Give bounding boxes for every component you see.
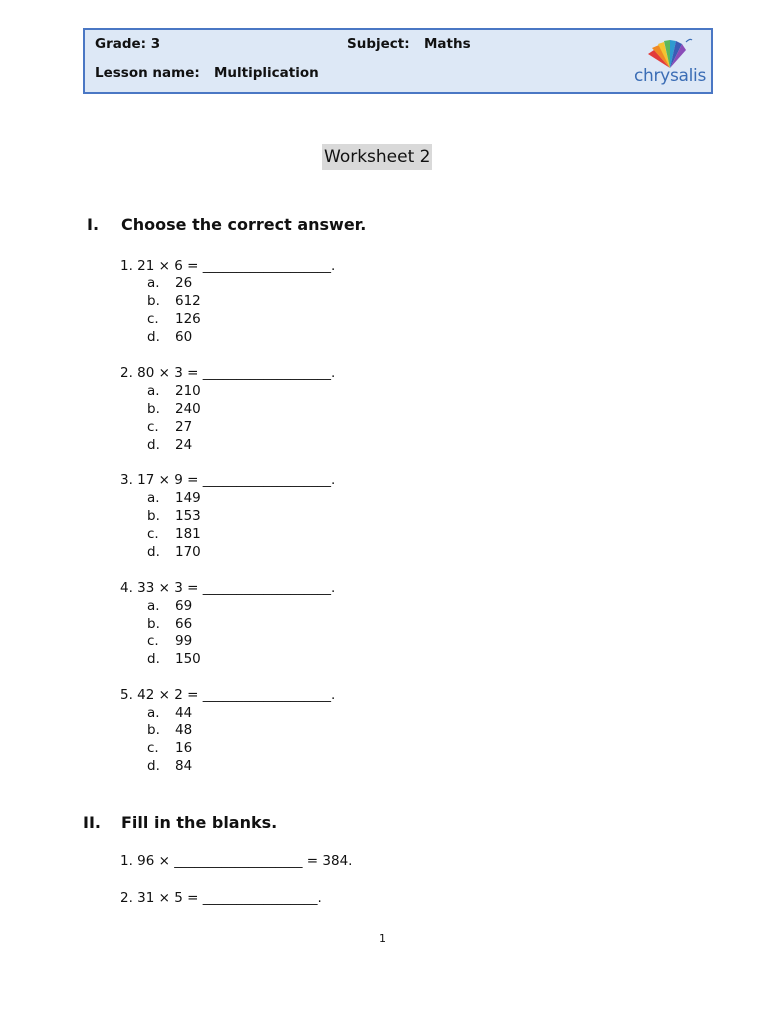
option: b. 48	[147, 722, 193, 738]
option: b. 240	[147, 401, 201, 417]
option: a. 44	[147, 705, 193, 721]
option: c. 27	[147, 419, 193, 435]
question-text: 1. 21 × 6 = ___________________.	[120, 258, 336, 274]
option: c. 16	[147, 740, 193, 756]
logo-wordmark: chrysalis	[633, 66, 707, 86]
fill-blank-1: 1. 96 × ___________________ = 384.	[120, 853, 353, 869]
option: a. 210	[147, 383, 201, 399]
page-number: 1	[379, 932, 386, 945]
option: a. 26	[147, 275, 193, 291]
subject-label: Subject:	[347, 36, 410, 52]
section-1-title: Choose the correct answer.	[121, 215, 367, 234]
grade-label: Grade: 3	[95, 36, 161, 52]
worksheet-title: Worksheet 2	[322, 144, 432, 170]
question-text: 3. 17 × 9 = ___________________.	[120, 472, 336, 488]
section-1-number: I.	[87, 215, 100, 234]
option: a. 149	[147, 490, 201, 506]
option: b. 66	[147, 616, 193, 632]
lesson-label: Lesson name:	[95, 65, 200, 81]
option: a. 69	[147, 598, 193, 614]
question-text: 4. 33 × 3 = ___________________.	[120, 580, 336, 596]
section-2-number: II.	[83, 813, 101, 832]
option: b. 153	[147, 508, 201, 524]
question-text: 2. 80 × 3 = ___________________.	[120, 365, 336, 381]
option: c. 181	[147, 526, 201, 542]
option: d. 170	[147, 544, 201, 560]
lesson-value: Multiplication	[214, 65, 319, 81]
fill-blank-2: 2. 31 × 5 = _________________.	[120, 890, 322, 906]
option: d. 24	[147, 437, 193, 453]
option: c. 126	[147, 311, 201, 327]
subject-value: Maths	[424, 36, 471, 52]
option: d. 60	[147, 329, 193, 345]
option: d. 84	[147, 758, 193, 774]
chrysalis-logo	[630, 38, 710, 90]
lesson-header	[83, 28, 713, 94]
option: b. 612	[147, 293, 201, 309]
question-text: 5. 42 × 2 = ___________________.	[120, 687, 336, 703]
option: d. 150	[147, 651, 201, 667]
section-2-title: Fill in the blanks.	[121, 813, 278, 832]
option: c. 99	[147, 633, 193, 649]
